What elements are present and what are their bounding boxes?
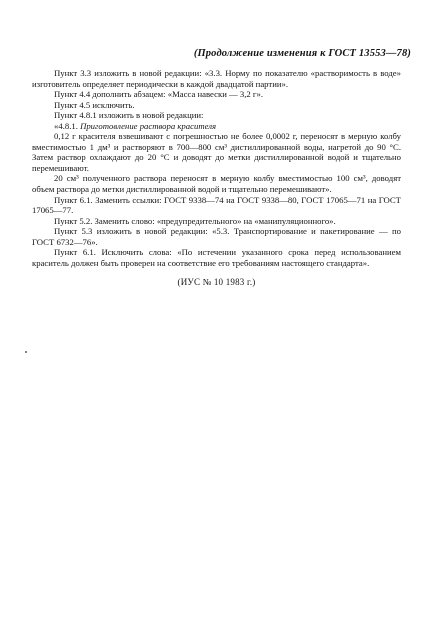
paragraph-text: 0,12 г красителя взвешивают с погрешностью не более 0,0002 г, переносят в мерную колбу вместимостью 1 дм³ и растворяют в 700—800 см³ дистиллированной воды, нагретой до 90 °С. Затем раствор охлаждают до 20 °С и доводят до метки дистиллированной водой и тщательно перемешивают. xyxy=(32,131,401,173)
paragraph-text: Пункт 4.4 дополнить абзацем: «Масса навески — 3,2 г». xyxy=(54,89,263,100)
page-header: (Продолжение изменения к ГОСТ 13553—78) xyxy=(193,48,411,59)
document-body xyxy=(32,68,401,288)
paragraph-text: Пункт 5.3 изложить в новой редакции: «5.3. Транспортирование и пакетирование — по ГОСТ 6732—76». xyxy=(32,226,401,247)
paragraph-text: 20 см³ полученного раствора переносят в мерную колбу вместимостью 100 см³, доводят объем раствора до метки дистиллированной водой и тщательно перемешивают». xyxy=(32,173,401,195)
paragraph-9 xyxy=(32,216,401,227)
paragraph-1 xyxy=(32,68,401,89)
paragraph-text: Пункт 4.8.1 изложить в новой редакции: xyxy=(54,110,204,121)
paragraph-10 xyxy=(32,226,401,247)
paragraph-4 xyxy=(32,110,401,121)
section-title: Приготовление раствора красителя xyxy=(80,120,217,131)
publication-reference: (ИУС № 10 1983 г.) xyxy=(177,277,256,288)
paragraph-8 xyxy=(32,195,401,216)
paragraph-6 xyxy=(32,131,401,173)
scan-speck xyxy=(25,351,27,353)
paragraph-5 xyxy=(32,121,401,132)
paragraph-11 xyxy=(32,247,401,268)
paragraph-text: Пункт 3.3 изложить в новой редакции: «3.3. Норму по показателю «растворимость в воде» изготовитель определяет периодически в каждой двадцатой партии». xyxy=(32,68,401,89)
paragraph-3 xyxy=(32,100,401,111)
paragraph-text: Пункт 6.1. Исключить слова: «По истечении указанного срока перед использованием краситель должен быть проверен на соответствие его требованиям настоящего стандарта». xyxy=(32,247,401,268)
paragraph-7 xyxy=(32,173,401,194)
paragraph-text: Пункт 6.1. Заменить ссылки: ГОСТ 9338—74 на ГОСТ 9338—80, ГОСТ 17065—71 на ГОСТ 17065—77. xyxy=(32,194,401,216)
section-number: «4.8.1. xyxy=(54,120,81,131)
paragraph-text: Пункт 4.5 исключить. xyxy=(54,99,135,110)
paragraph-text: Пункт 5.2. Заменить слово: «предупредительного» на «манипуляционного». xyxy=(54,215,336,226)
paragraph-2 xyxy=(32,89,401,100)
